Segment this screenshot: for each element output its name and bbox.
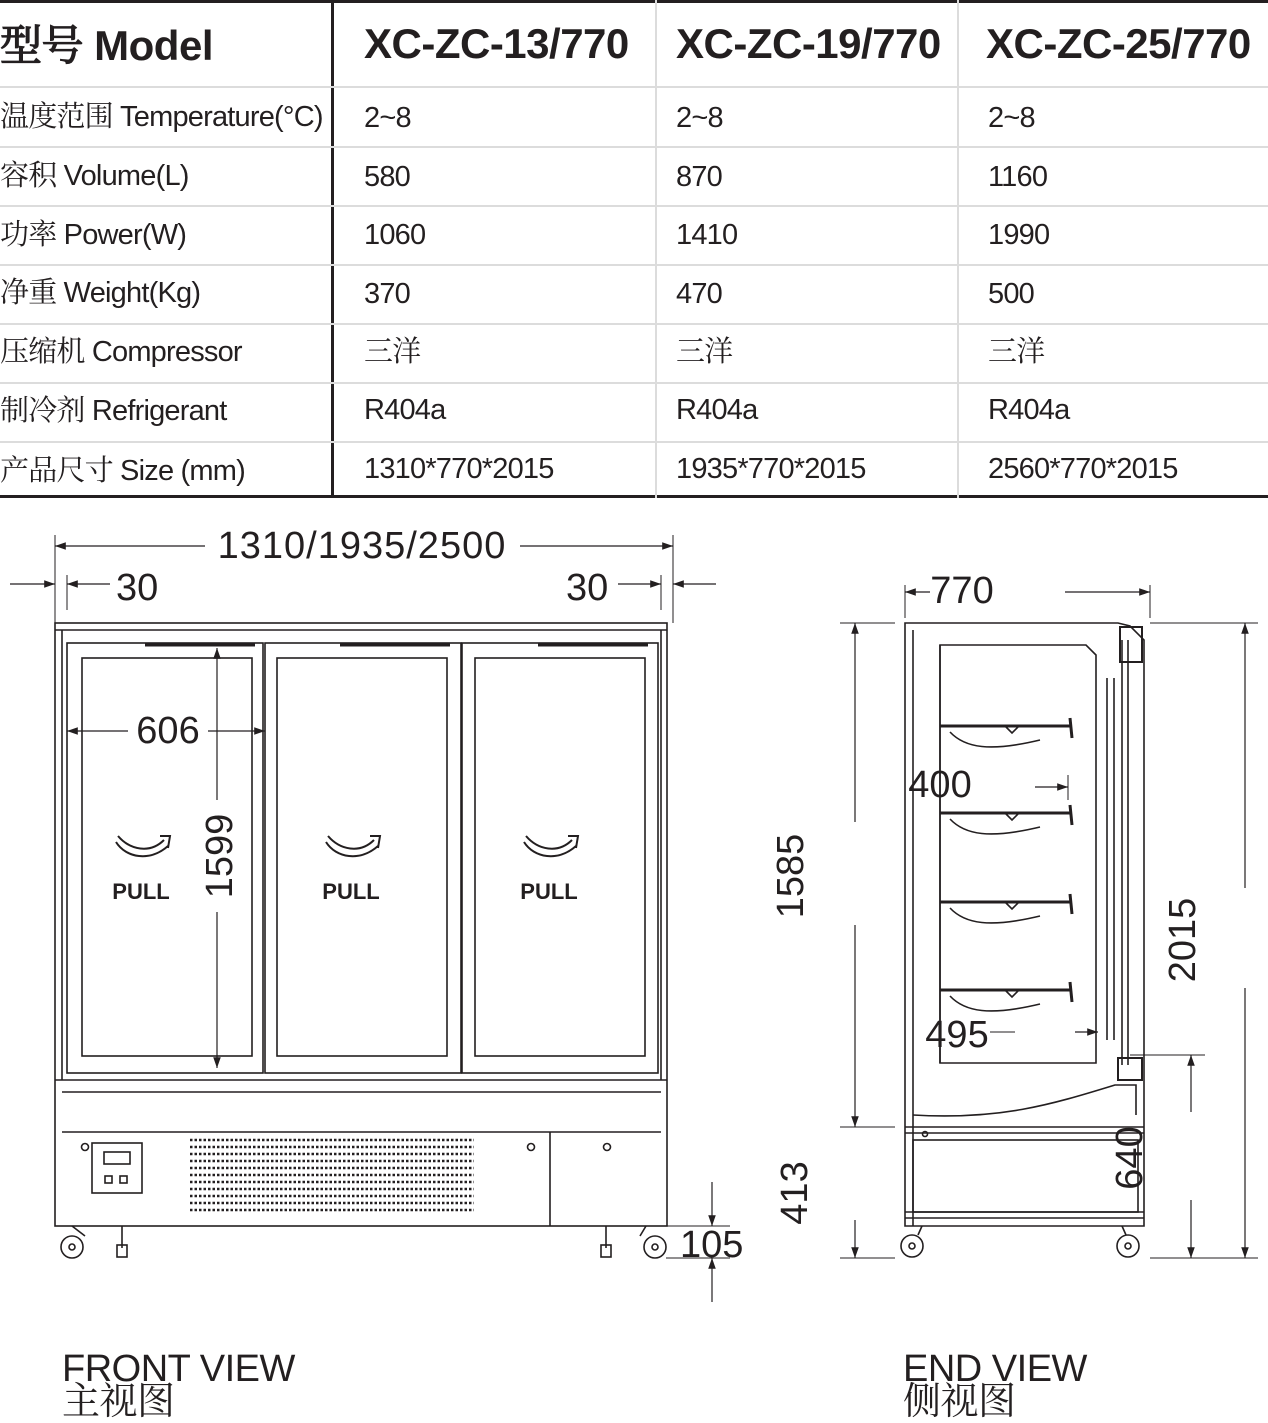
table-cell: 1060 [364, 219, 426, 251]
table-cell: 470 [676, 278, 722, 310]
table-cell: 370 [364, 278, 410, 310]
control-panel [92, 1143, 142, 1193]
dim-overall-width: 1310/1935/2500 [217, 525, 507, 567]
table-cell: 1310*770*2015 [364, 453, 554, 485]
row-label-refrigerant: 制冷剂 Refrigerant [0, 395, 227, 427]
table-cell: 三洋 [988, 336, 1045, 368]
table-cell: 1160 [988, 161, 1048, 193]
caster-wheel [901, 1226, 923, 1257]
row-label-compressor: 压缩机 Compressor [0, 336, 242, 368]
dim-lower-height: 413 [774, 1161, 816, 1225]
pull-arrow-icon [524, 836, 578, 856]
shelf [940, 718, 1072, 747]
row-label-power: 功率 Power(W) [0, 219, 187, 251]
row-label-volume: 容积 Volume(L) [0, 160, 189, 192]
dim-counter-height: 640 [1109, 1126, 1151, 1190]
table-cell: 1410 [676, 219, 738, 251]
leveling-foot [601, 1226, 611, 1257]
dim-depth: 770 [930, 570, 994, 612]
pull-arrow-icon [116, 836, 170, 856]
table-cell: 三洋 [364, 336, 421, 368]
row-label-weight: 净重 Weight(Kg) [0, 277, 201, 309]
table-cell: 2~8 [676, 102, 723, 134]
table-cell: 500 [988, 278, 1034, 310]
table-cell: 870 [676, 161, 722, 193]
table-cell: 2~8 [988, 102, 1035, 134]
dim-side-right: 30 [566, 567, 609, 609]
table-cell: 1990 [988, 219, 1050, 251]
header-model-2: XC-ZC-19/770 [676, 20, 941, 67]
glass-door [265, 643, 461, 1073]
table-cell: R404a [364, 394, 446, 426]
header-model-3: XC-ZC-25/770 [986, 20, 1251, 67]
table-cell: 580 [364, 161, 410, 193]
dim-door-width: 606 [136, 710, 200, 752]
door-pull-label: PULL [322, 879, 380, 904]
door-pull-label: PULL [112, 879, 170, 904]
dim-shelf-spacing: 400 [908, 764, 972, 806]
shelf [940, 982, 1072, 1011]
header-model-label: 型号 Model [0, 22, 213, 69]
dim-door-height: 1599 [199, 813, 241, 899]
caster-wheel [1117, 1226, 1139, 1257]
glass-door [462, 643, 658, 1073]
ventilation-grille [190, 1140, 474, 1210]
table-cell: 1935*770*2015 [676, 453, 866, 485]
front-view-caption-cn: 主视图 [62, 1381, 175, 1423]
shelf [940, 894, 1072, 923]
shelf [940, 805, 1072, 834]
table-cell: R404a [988, 394, 1070, 426]
end-view-caption-cn: 侧视图 [903, 1381, 1016, 1423]
end-view-caption-en: END VIEW [903, 1348, 1087, 1390]
row-label-temperature: 温度范围 Temperature(°C) [0, 101, 323, 133]
dim-total-height: 2015 [1162, 897, 1204, 983]
dim-base-height: 105 [680, 1224, 744, 1266]
table-cell: 三洋 [676, 336, 733, 368]
caster-wheel [61, 1226, 85, 1258]
door-pull-label: PULL [520, 879, 578, 904]
dim-side-left: 30 [116, 567, 159, 609]
header-model-1: XC-ZC-13/770 [364, 20, 629, 67]
front-view-caption-en: FRONT VIEW [62, 1348, 295, 1390]
leveling-foot [117, 1226, 127, 1257]
dim-shelf-depth: 495 [925, 1014, 989, 1056]
caster-wheel [640, 1226, 666, 1258]
row-label-size: 产品尺寸 Size (mm) [0, 455, 245, 487]
front-view-drawing [10, 535, 730, 1302]
dim-upper-height: 1585 [770, 833, 812, 919]
pull-arrow-icon [326, 836, 380, 856]
table-cell: 2~8 [364, 102, 411, 134]
table-cell: 2560*770*2015 [988, 453, 1178, 485]
table-cell: R404a [676, 394, 758, 426]
